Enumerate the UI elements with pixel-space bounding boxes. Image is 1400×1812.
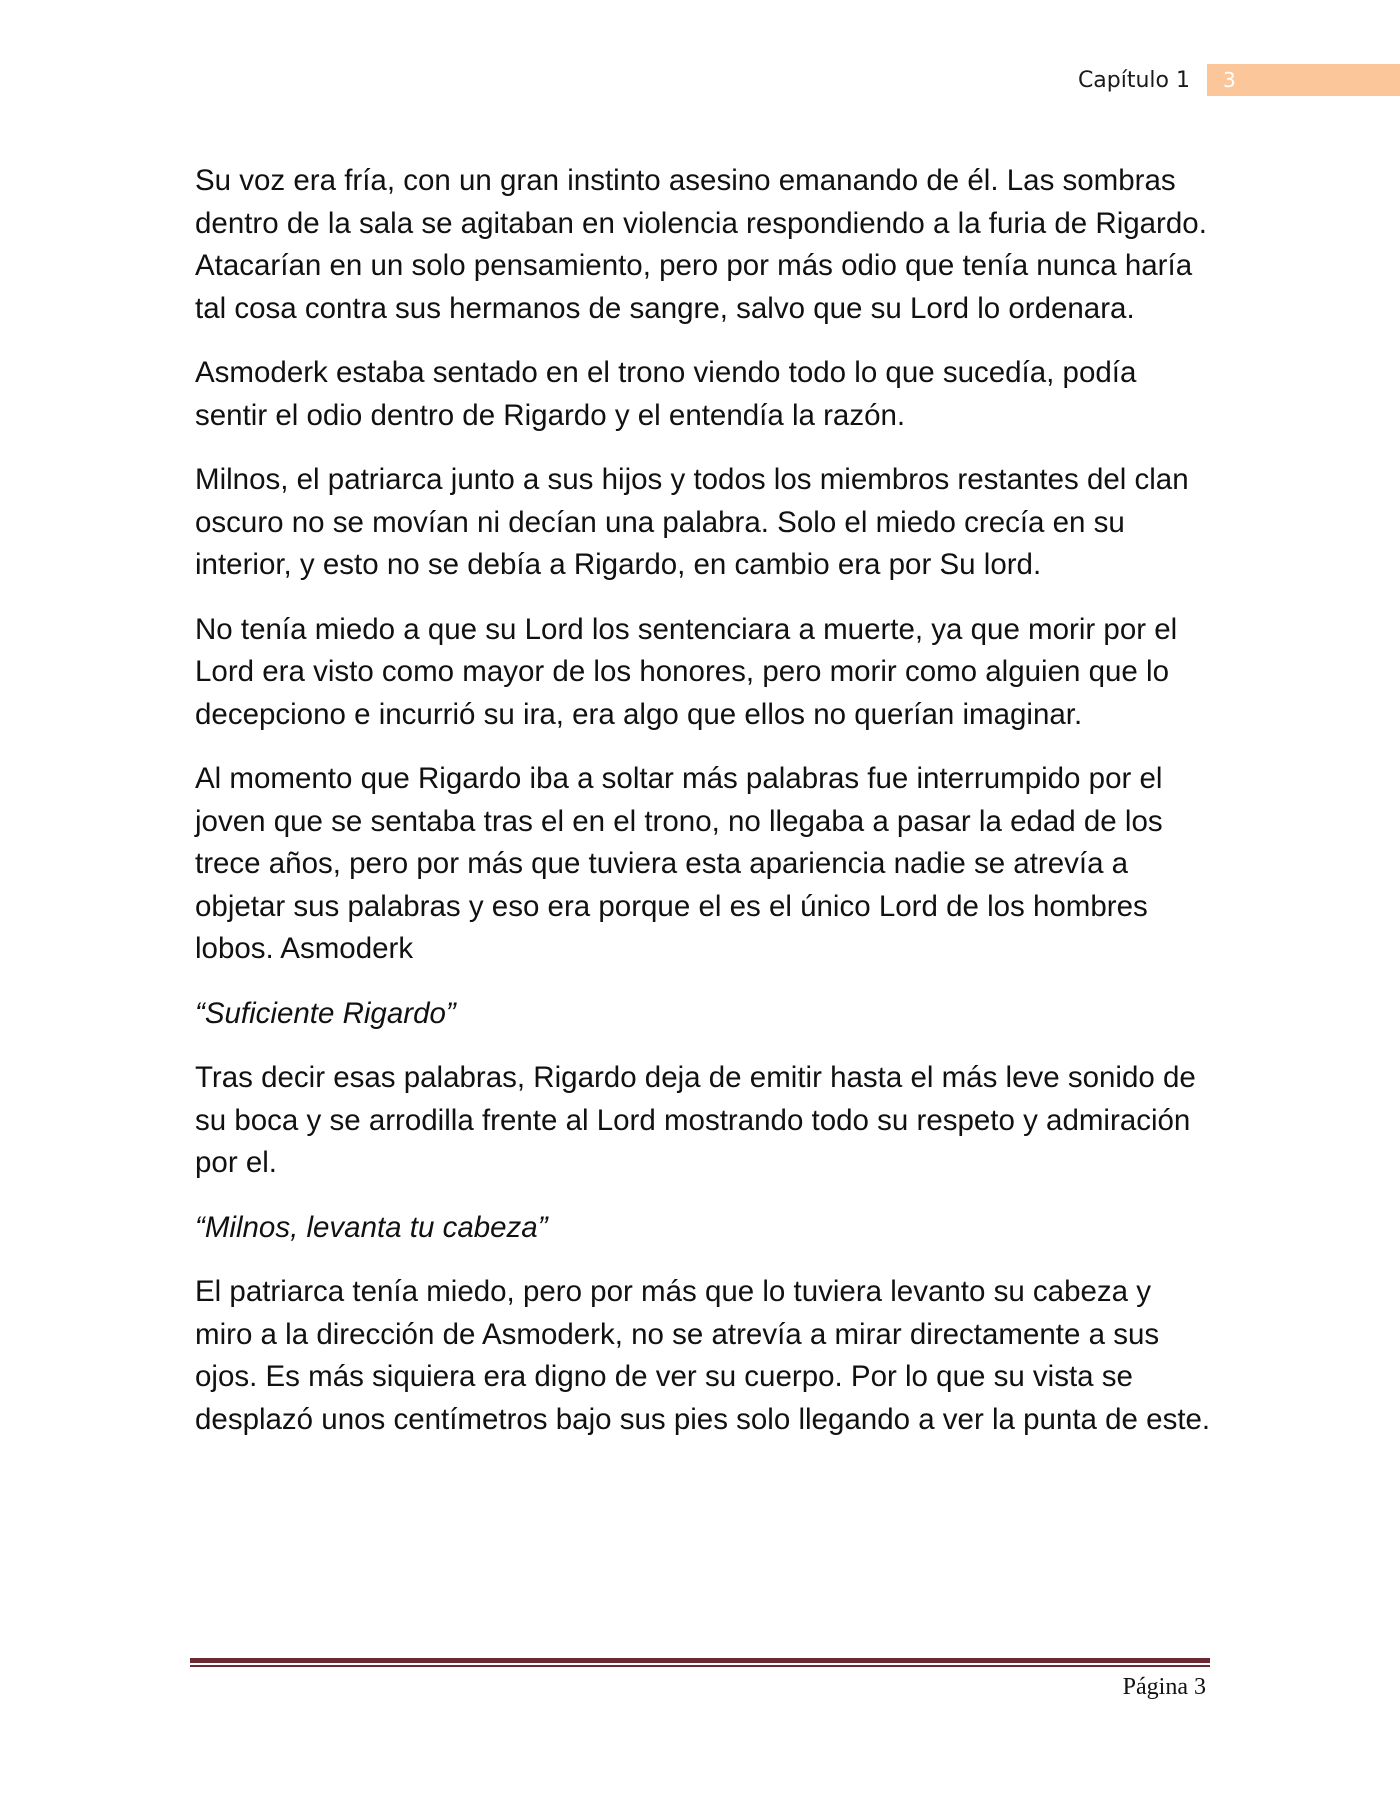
paragraph: Su voz era fría, con un gran instinto asesino emanando de él. Las sombras dentro de la sala se agitaban en violencia respondiendo a la furia de Rigardo. Atacarían en un solo pensamiento, pero por más odio que tenía nunca haría tal cosa contra sus hermanos de sangre, salvo que su Lord lo ordenara. <box>195 164 1207 325</box>
dialogue-line: “Suficiente Rigardo” <box>195 996 456 1030</box>
paragraph: Al momento que Rigardo iba a soltar más palabras fue interrumpido por el joven que se sentaba tras el en el trono, no llegaba a pasar la edad de los trece años, pero por más que tuviera esta apariencia nadie se atrevía a objetar sus palabras y eso era porque el es el único Lord de los hombres lobos. Asmoderk <box>195 762 1163 965</box>
page-header <box>0 64 1400 98</box>
paragraph: Milnos, el patriarca junto a sus hijos y todos los miembros restantes del clan oscuro no se movían ni decían una palabra. Solo el miedo crecía en su interior, y esto no se debía a Rigardo, en cambio era por Su lord. <box>195 463 1189 581</box>
page-number-tab: 3 <box>1207 64 1400 96</box>
paragraph: No tenía miedo a que su Lord los sentenciara a muerte, ya que morir por el Lord era visto como mayor de los honores, pero morir como alguien que lo decepciono e incurrió su ira, era algo que ellos no querían imaginar. <box>195 612 1178 731</box>
paragraph: Asmoderk estaba sentado en el trono viendo todo lo que sucedía, podía sentir el odio dentro de Rigardo y el entendía la razón. <box>195 356 1137 432</box>
footer-divider-thin <box>190 1665 1210 1667</box>
chapter-label: Capítulo 1 <box>1077 68 1190 93</box>
paragraph: Tras decir esas palabras, Rigardo deja de emitir hasta el más leve sonido de su boca y se arrodilla frente al Lord mostrando todo su respeto y admiración por el. <box>195 1061 1196 1179</box>
body-text <box>195 160 1215 1463</box>
paragraph: El patriarca tenía miedo, pero por más que lo tuviera levanto su cabeza y miro a la dirección de Asmoderk, no se atrevía a mirar directamente a sus ojos. Es más siquiera era digno de ver su cuerpo. Por lo que su vista se desplazó unos centímetros bajo sus pies solo llegando a ver la punta de este. <box>195 1275 1211 1436</box>
dialogue-line: “Milnos, levanta tu cabeza” <box>195 1210 548 1244</box>
footer-page-label: Página 3 <box>1122 1674 1206 1700</box>
footer-divider-thick <box>190 1658 1210 1663</box>
footer-divider <box>190 1658 1210 1667</box>
